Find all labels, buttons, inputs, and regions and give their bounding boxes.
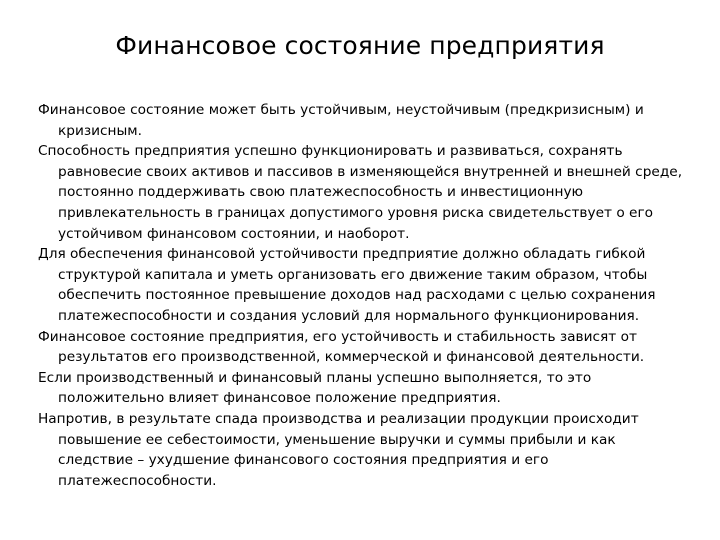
paragraph-stable-state: Способность предприятия успешно функционировать и развиваться, сохранять равновесие своих активов и пассивов в изменяющейся внутренней и внешней среде, постоянно поддерживать свою платежеспособность и инвестиционную привлекательность в границах допустимого уровня риска свидетельствует о его устойчивом финансовом состоянии, и наоборот. [38,143,683,242]
paragraph-stability-types: Финансовое состояние может быть устойчивым, неустойчивым (предкризисным) и кризисным. [38,102,644,139]
paragraph-financial-stability: Для обеспечения финансовой устойчивости предприятие должно обладать гибкой структурой капитала и уметь организовать его движение таким образом, чтобы обеспечить постоянное превышение доходов над расходами с целью сохранения платежеспособности и создания условий для нормального функционирования. [38,246,656,324]
paragraph-dependencies: Финансовое состояние предприятия, его устойчивость и стабильность зависят от результатов его производственной, коммерческой и финансовой деятельности. [38,328,645,366]
slide-body [38,100,686,491]
slide-title: Финансовое состояние предприятия [115,31,605,60]
paragraph-decline: Напротив, в результате спада производства и реализации продукции происходит повышение ее себестоимости, уменьшение выручки и суммы прибыли и как следствие – ухудшение финансового состояния предприятия и его платежеспособности. [38,410,639,489]
paragraph-plans-fulfilled: Если производственный и финансовый планы успешно выполняется, то это положительно влияет финансовое положение предприятия. [38,369,592,407]
